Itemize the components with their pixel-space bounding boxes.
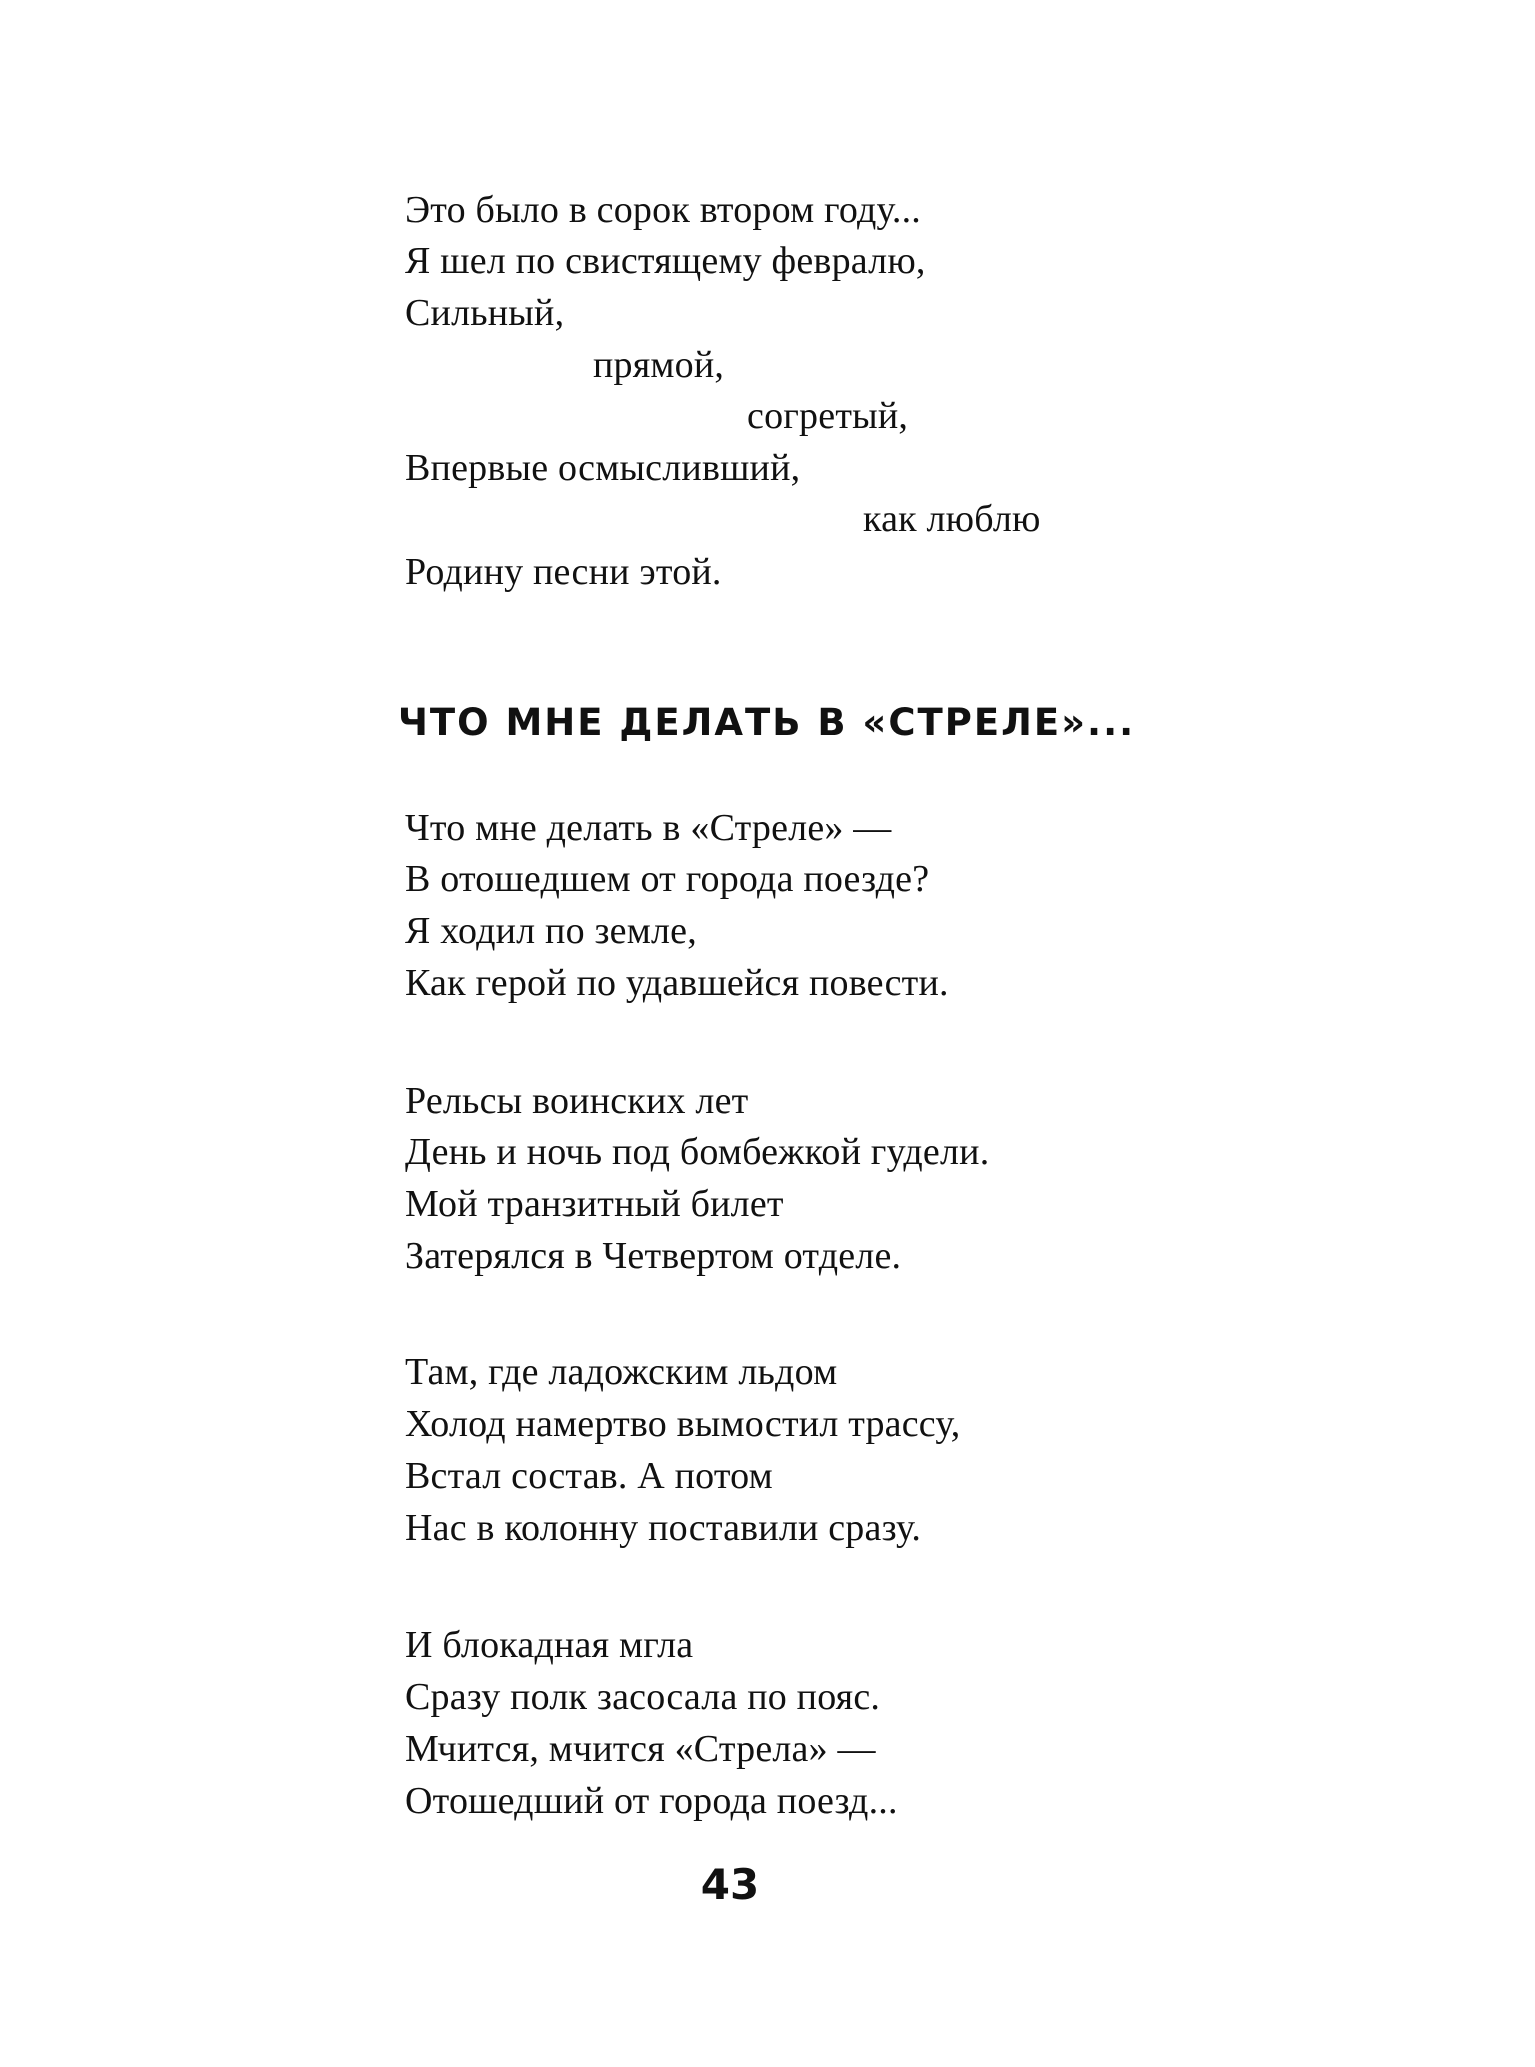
poem-title: ЧТО МНЕ ДЕЛАТЬ В «СТРЕЛЕ»... [398,701,1136,744]
verse-line: Нас в колонну поставили сразу. [405,1507,922,1549]
verse-line: Встал состав. А потом [405,1455,773,1497]
verse-line: Сразу полк засосала по пояс. [405,1676,881,1718]
verse-line: Что мне делать в «Стреле» — [405,807,892,849]
verse-line: И блокадная мгла [405,1624,694,1666]
page-number: 43 [700,1860,760,1909]
verse-line: прямой, [593,344,725,386]
verse-line: как люблю [863,498,1041,540]
verse-line: Рельсы воинских лет [405,1080,749,1122]
verse-line: День и ночь под бомбежкой гудели. [405,1131,990,1173]
verse-line: Холод намертво вымостил трассу, [405,1403,961,1445]
verse-line: Это было в сорок втором году... [405,189,921,231]
verse-line: Мчится, мчится «Стрела» — [405,1728,876,1770]
verse-line: Мой транзитный билет [405,1183,784,1225]
verse-line: Там, где ладожским льдом [405,1351,838,1393]
verse-line: Затерялся в Четвертом отделе. [405,1235,902,1277]
verse-line: Сильный, [405,292,565,334]
verse-line: Как герой по удавшейся повести. [405,962,949,1004]
verse-line: Я ходил по земле, [405,910,697,952]
verse-line: Родину песни этой. [405,551,722,593]
verse-line: согретый, [747,395,909,437]
verse-line: Я шел по свистящему февралю, [405,240,926,282]
verse-line: В отошедшем от города поезде? [405,858,930,900]
verse-line: Отошедший от города поезд... [405,1780,898,1822]
verse-line: Впервые осмысливший, [405,447,801,489]
